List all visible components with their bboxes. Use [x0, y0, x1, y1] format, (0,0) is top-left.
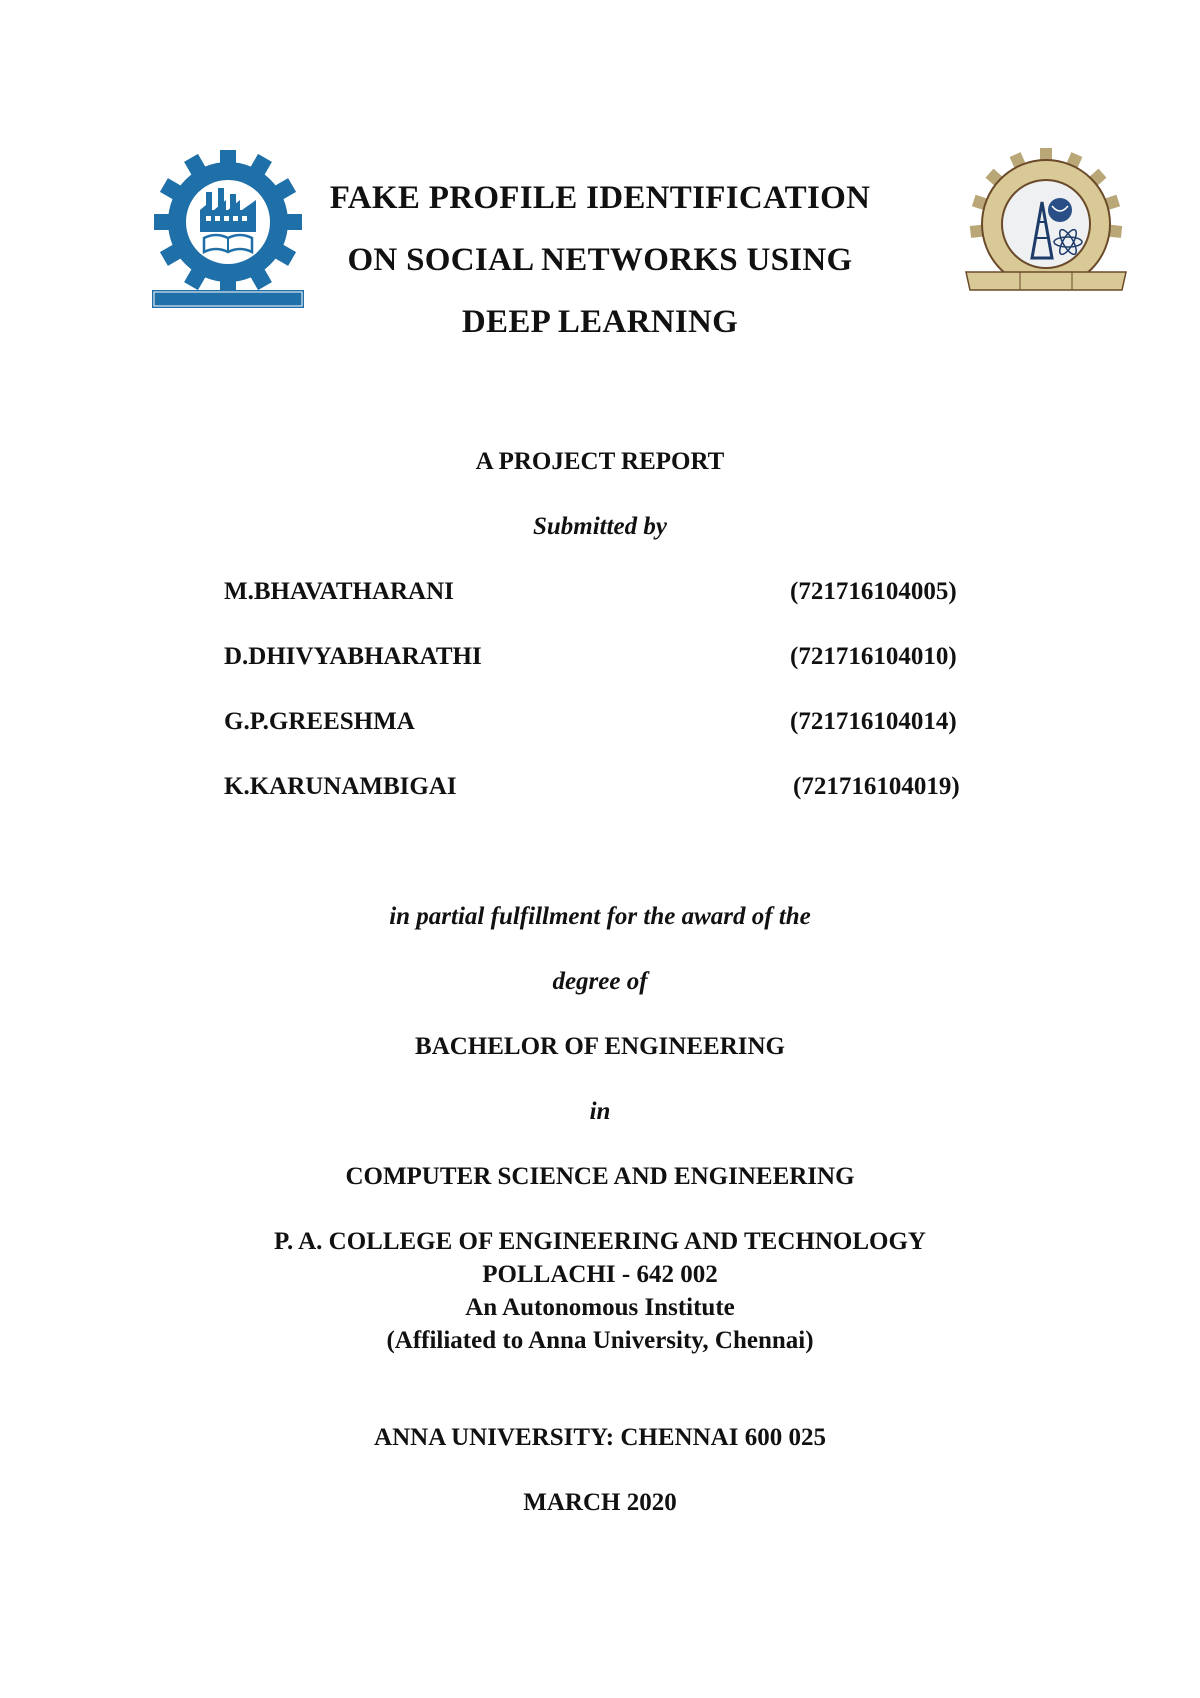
student-name: K.KARUNAMBIGAI [224, 773, 457, 800]
in-text: in [589, 1098, 611, 1125]
student-name: G.P.GREESHMA [224, 708, 415, 735]
report-type: A PROJECT REPORT [475, 448, 725, 475]
college-status: An Autonomous Institute [465, 1294, 735, 1321]
student-name: D.DHIVYABHARATHI [224, 643, 482, 670]
student-reg-number: (721716104010) [790, 643, 957, 670]
title-line-2: ON SOCIAL NETWORKS USING [347, 242, 853, 278]
student-reg-number: (721716104014) [790, 708, 957, 735]
college-city: POLLACHI - 642 002 [482, 1261, 718, 1288]
college-affiliation: (Affiliated to Anna University, Chennai) [386, 1327, 814, 1354]
pa-college-emblem-icon [962, 146, 1130, 314]
student-name: M.BHAVATHARANI [224, 578, 454, 605]
title-line-3: DEEP LEARNING [461, 304, 739, 340]
title-line-1: FAKE PROFILE IDENTIFICATION [329, 180, 871, 216]
degree-of-text: degree of [552, 968, 648, 995]
fulfillment-text: in partial fulfillment for the award of the [389, 903, 811, 930]
college-name: P. A. COLLEGE OF ENGINEERING AND TECHNOLOGY [274, 1228, 926, 1255]
degree-name: BACHELOR OF ENGINEERING [415, 1033, 785, 1060]
university-name: ANNA UNIVERSITY: CHENNAI 600 025 [374, 1424, 826, 1451]
submitted-by: Submitted by [532, 513, 668, 540]
report-date: MARCH 2020 [523, 1489, 677, 1516]
student-reg-number: (721716104019) [793, 773, 960, 800]
branch-name: COMPUTER SCIENCE AND ENGINEERING [345, 1163, 855, 1190]
student-reg-number: (721716104005) [790, 578, 957, 605]
anna-university-logo-icon [152, 150, 304, 312]
